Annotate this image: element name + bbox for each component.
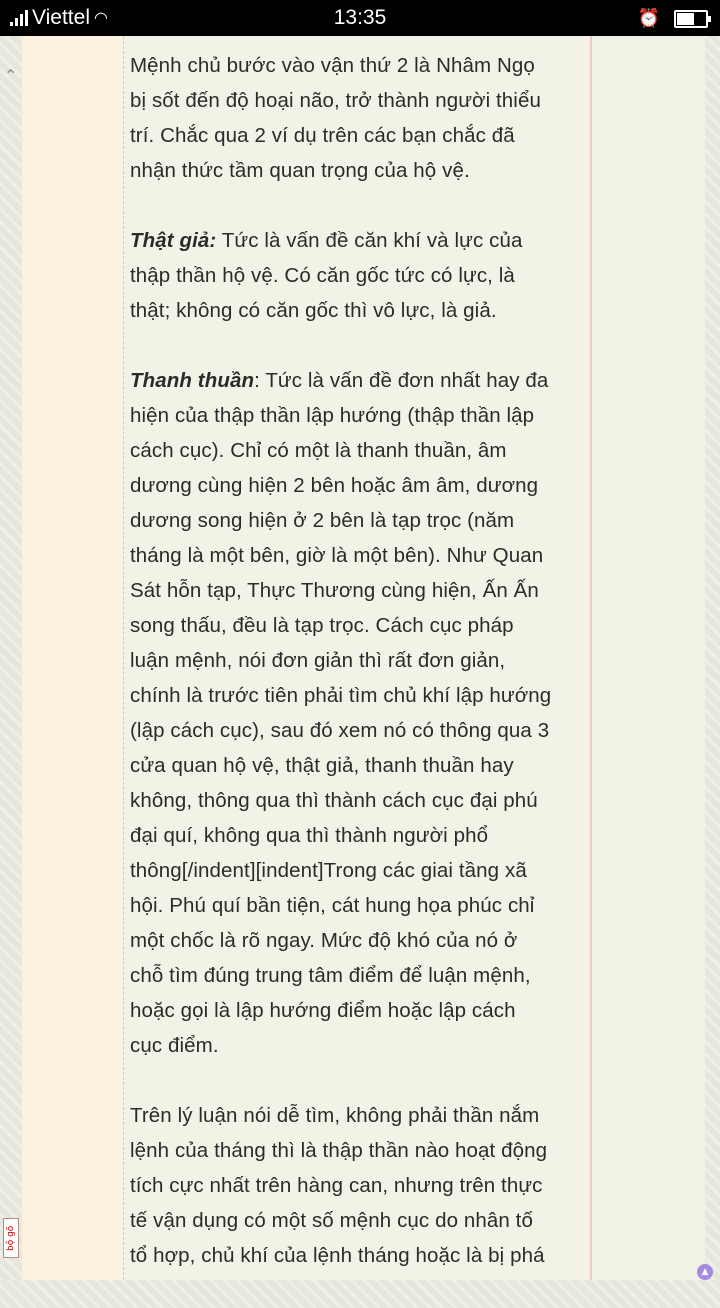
line-text: đại quí, không qua thì thành người phổ <box>130 824 489 847</box>
line-text: : Tức là vấn đề đơn nhất hay đa <box>254 369 549 392</box>
text-line <box>130 1028 590 1063</box>
line-text: Trên lý luận nói dễ tìm, không phải thần nắm <box>130 1104 540 1127</box>
text-line <box>130 538 590 573</box>
paragraph <box>130 223 590 328</box>
text-line <box>130 468 590 503</box>
text-line <box>130 48 590 83</box>
paragraph <box>130 48 590 188</box>
text-line <box>130 608 590 643</box>
text-line <box>130 398 590 433</box>
line-text: chính là trước tiên phải tìm chủ khí lập hướng <box>130 684 552 707</box>
line-text: thật; không có căn gốc thì vô lực, là giả. <box>130 299 497 322</box>
bold-term: Thật giả: <box>130 229 217 252</box>
text-line <box>130 993 590 1028</box>
input-method-badge[interactable]: bộ gõ <box>3 1218 19 1258</box>
text-line <box>130 118 590 153</box>
line-text: hội. Phú quí bần tiện, cát hung họa phúc chỉ <box>130 894 535 917</box>
line-text: song thấu, đều là tạp trọc. Cách cục pháp <box>130 614 514 637</box>
right-column <box>592 36 705 1280</box>
line-text: trí. Chắc qua 2 ví dụ trên các bạn chắc đã <box>130 124 515 147</box>
line-text: Tức là vấn đề căn khí và lực của <box>216 229 523 252</box>
article-body <box>130 48 590 1308</box>
text-line <box>130 818 590 853</box>
line-text: dương cùng hiện 2 bên hoặc âm âm, dương <box>130 474 539 497</box>
line-text: một chốc là rõ ngay. Mức độ khó của nó ở <box>130 929 518 952</box>
wifi-icon: ◠ <box>94 10 108 27</box>
battery-icon <box>674 10 708 28</box>
text-line <box>130 153 590 188</box>
chevron-up-icon[interactable]: ⌃ <box>4 66 18 85</box>
text-line <box>130 258 590 293</box>
line-text: chỗ tìm đúng trung tâm điểm để luận mệnh, <box>130 964 531 987</box>
text-line <box>130 923 590 958</box>
line-text: tế vận dụng có một số mệnh cục do nhân tố <box>130 1209 533 1232</box>
line-text: hoặc gọi là lập hướng điểm hoặc lập cách <box>130 999 516 1022</box>
line-text: hiện của thập thần lập hướng (thập thần lập <box>130 404 535 427</box>
text-line <box>130 853 590 888</box>
text-line <box>130 1098 590 1133</box>
text-line <box>130 503 590 538</box>
text-line <box>130 1203 590 1238</box>
line-text: bị sốt đến độ hoại não, trở thành người thiểu <box>130 89 541 112</box>
line-text: tháng là một bên, giờ là một bên). Như Quan <box>130 544 544 567</box>
line-text: luận mệnh, nói đơn giản thì rất đơn giản, <box>130 649 506 672</box>
text-line <box>130 433 590 468</box>
line-text: tổ hợp, chủ khí của lệnh tháng hoặc là bị phá <box>130 1244 545 1267</box>
text-line <box>130 643 590 678</box>
text-line <box>130 713 590 748</box>
paragraph <box>130 1098 590 1273</box>
text-line <box>130 1238 590 1273</box>
text-line <box>130 783 590 818</box>
bold-term: Thanh thuần <box>130 369 255 392</box>
text-line <box>130 1133 590 1168</box>
line-text: thập thần hộ vệ. Có căn gốc tức có lực, là <box>130 264 515 287</box>
line-text: thông[/indent][indent]Trong các giai tầng xã <box>130 859 527 882</box>
clock: 13:35 <box>333 6 387 29</box>
line-text: nhận thức tầm quan trọng của hộ vệ. <box>130 159 470 182</box>
line-text: tích cực nhất trên hàng can, nhưng trên thực <box>130 1174 543 1197</box>
text-line <box>130 748 590 783</box>
text-line <box>130 83 590 118</box>
line-text: (lập cách cục), sau đó xem nó có thông qua 3 <box>130 719 550 742</box>
paragraph <box>130 363 590 1063</box>
text-line <box>130 573 590 608</box>
status-bar <box>0 0 720 36</box>
line-text: không, thông qua thì thành cách cục đại phú <box>130 789 538 812</box>
text-line <box>130 293 590 328</box>
line-text: Mệnh chủ bước vào vận thứ 2 là Nhâm Ngọ <box>130 54 535 77</box>
text-line <box>130 958 590 993</box>
line-text: cách cục). Chỉ có một là thanh thuần, âm <box>130 439 507 462</box>
carrier-name: Viettel <box>32 6 90 29</box>
line-text: dương song hiện ở 2 bên là tạp trọc (năm <box>130 509 515 532</box>
left-column <box>22 36 124 1280</box>
text-line <box>130 888 590 923</box>
scroll-top-button[interactable]: ▲ <box>697 1264 713 1280</box>
text-line <box>130 223 590 258</box>
alarm-icon: ⏰ <box>637 8 660 28</box>
line-text: cửa quan hộ vệ, thật giả, thanh thuần hay <box>130 754 514 777</box>
line-text: lệnh của tháng thì là thập thần nào hoạt động <box>130 1139 548 1162</box>
text-line <box>130 1168 590 1203</box>
line-text: Sát hỗn tạp, Thực Thương cùng hiện, Ấn Ấn <box>130 579 539 602</box>
text-line <box>130 678 590 713</box>
line-text: cục điểm. <box>130 1034 219 1057</box>
text-line <box>130 363 590 398</box>
